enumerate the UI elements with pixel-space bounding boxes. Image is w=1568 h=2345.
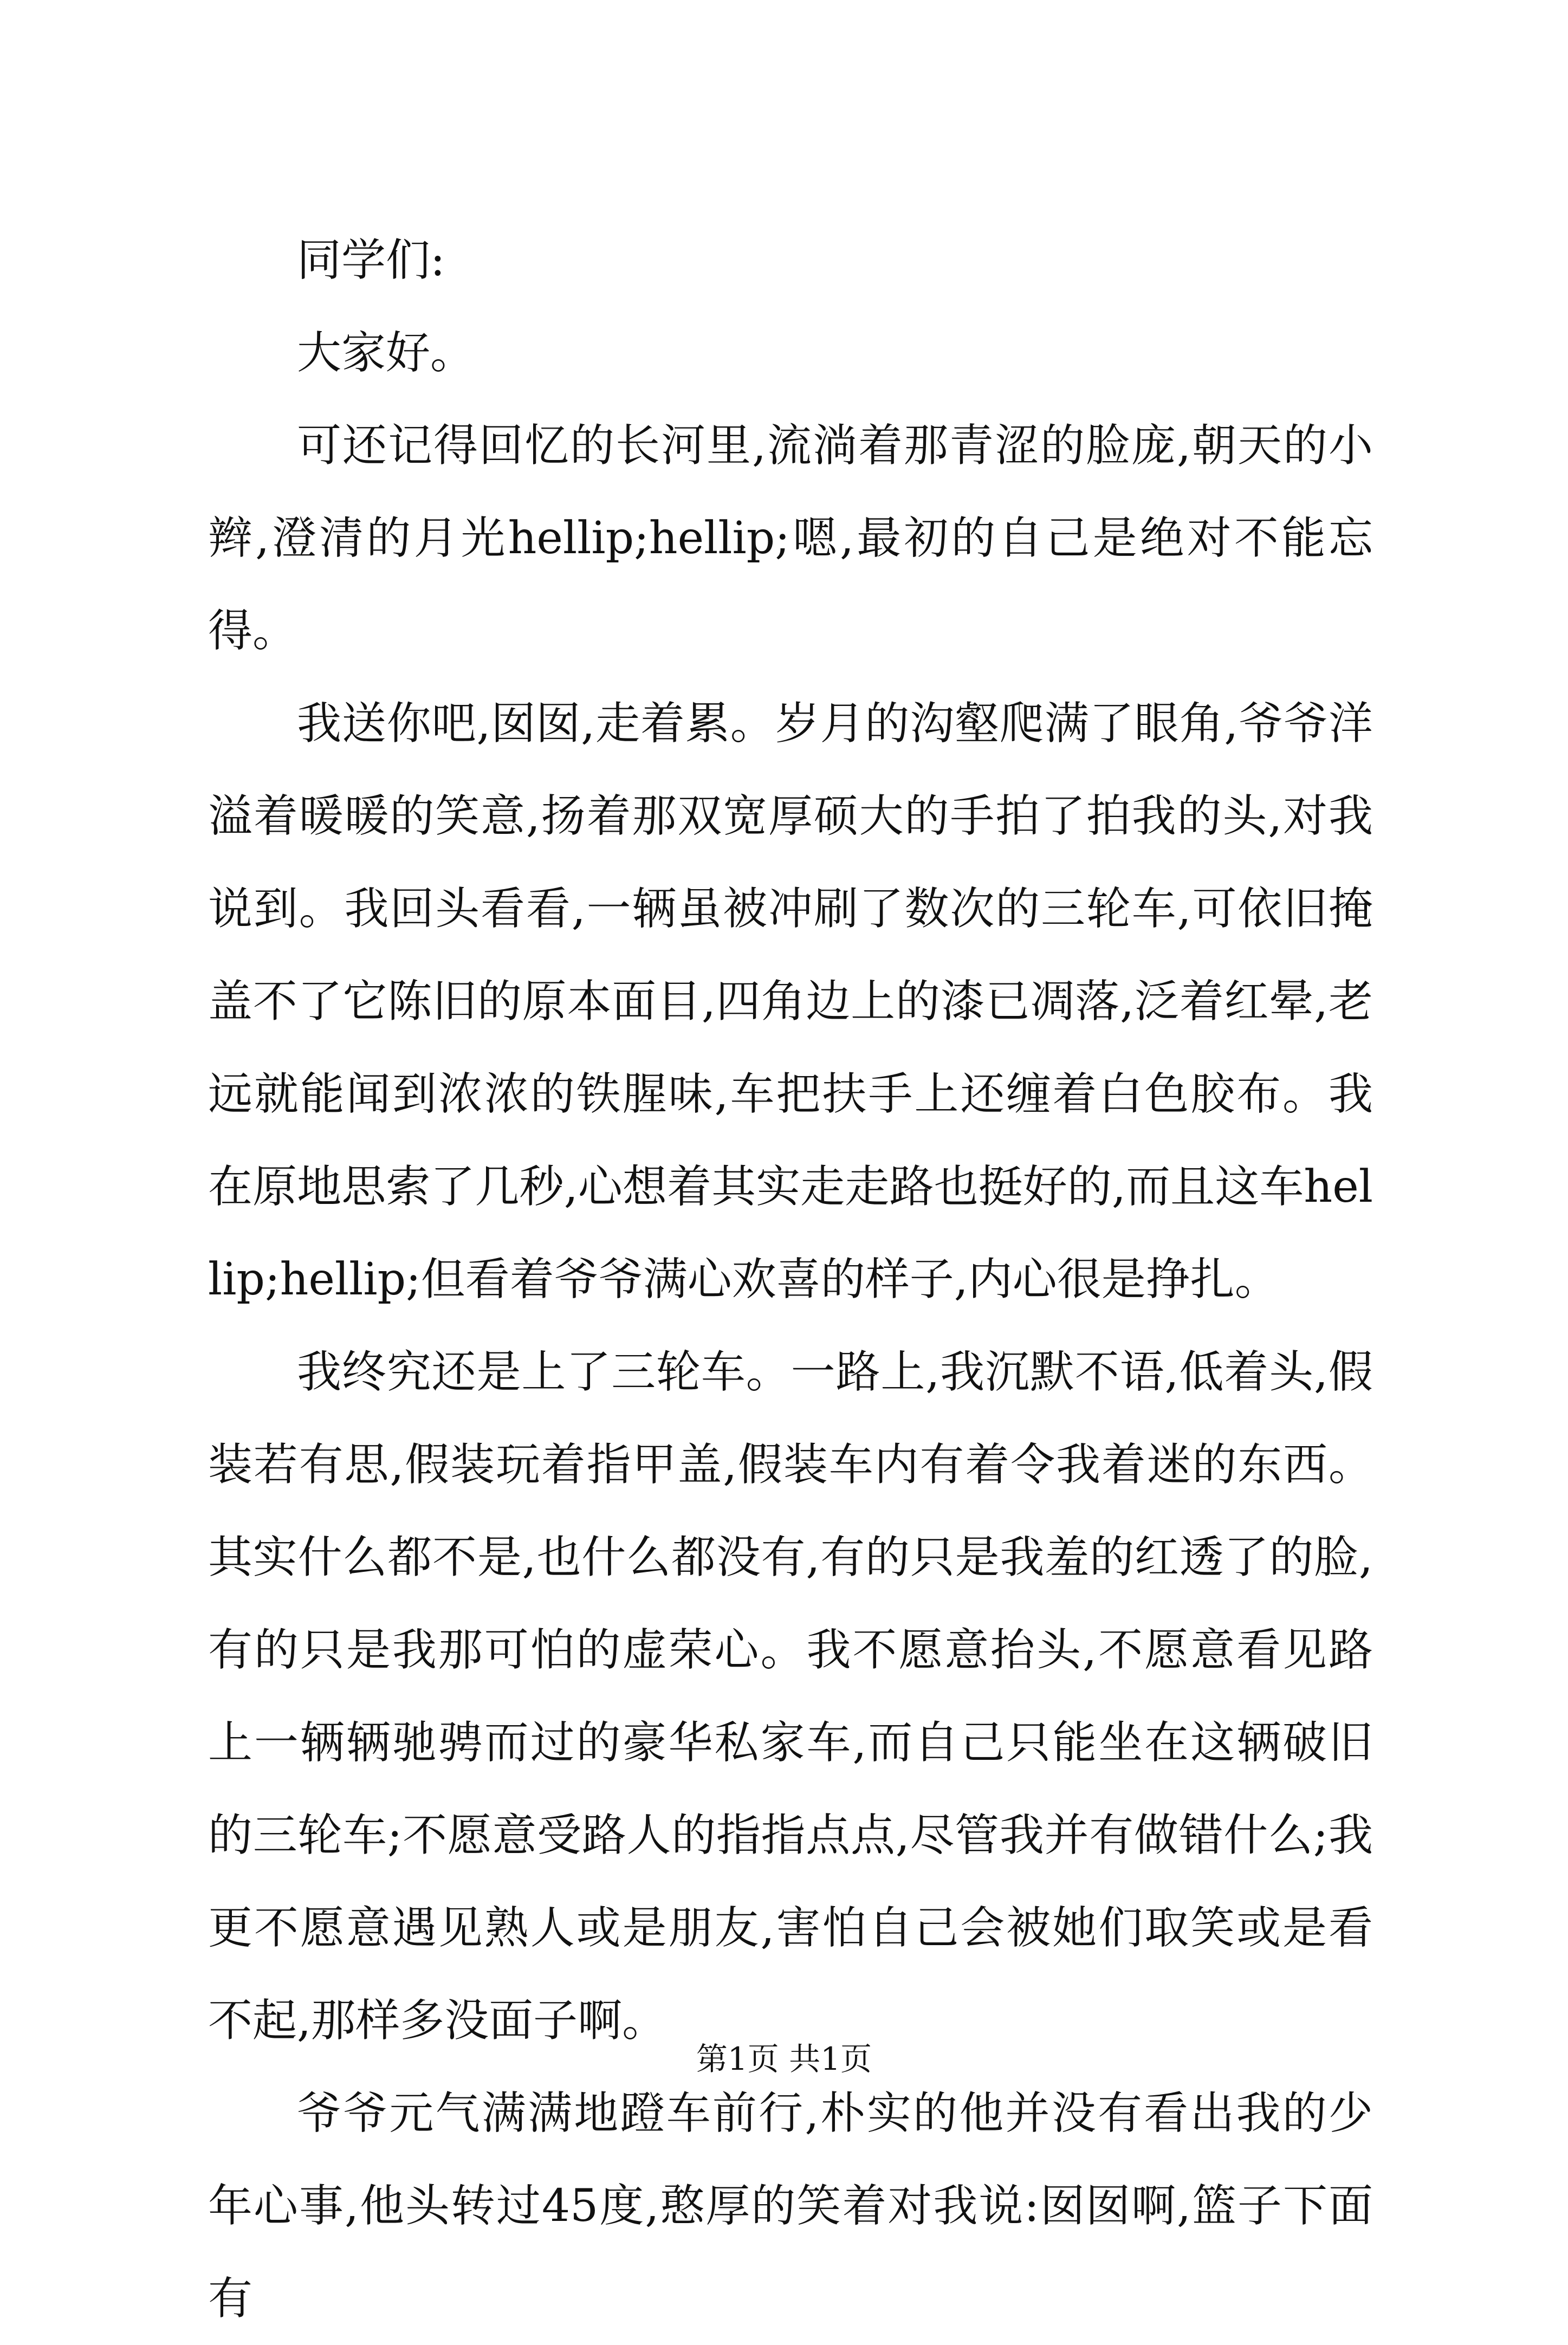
paragraph-grandpa-offer: 我送你吧,囡囡,走着累。岁月的沟壑爬满了眼角,爷爷洋溢着暖暖的笑意,扬着那双宽厚硕大的手拍了拍我的头,对我说到。我回头看看,一辆虽被冲刷了数次的三轮车,可依旧掩盖不了它陈旧的原本面目,四角边上的漆已凋落,泛着红晕,老远就能闻到浓浓的铁腥味,车把扶手上还缠着白色胶布。我在原地思索了几秒,心想着其实走走路也挺好的,而且这车hellip;hellip;但看着爷爷满心欢喜的样子,内心很是挣扎。 [208,698,1373,1305]
page-footer: 第1页 共1页 [696,2040,872,2077]
paragraph-tricycle-ride: 我终究还是上了三轮车。一路上,我沉默不语,低着头,假装若有思,假装玩着指甲盖,假装车内有着令我着迷的东西。其实什么都不是,也什么都没有,有的只是我羞的红透了的脸,有的只是我那可怕的虚荣心。我不愿意抬头,不愿意看见路上一辆辆驰骋而过的豪华私家车,而自己只能坐在这辆破旧的三轮车;不愿意受路人的指指点点,尽管我并有做错什么;我更不愿意遇见熟人或是朋友,害怕自己会被她们取笑或是看不起,那样多没面子啊。 [208,1346,1373,2046]
paragraph-grandpa-pedaling: 爷爷元气满满地蹬车前行,朴实的他并没有看出我的少年心事,他头转过45度,憨厚的笑着对我说:囡囡啊,篮子下面有 [208,2088,1373,2324]
paragraph-hello: 大家好。 [297,327,475,379]
paragraph-greeting: 同学们: [297,235,445,286]
document-body [208,214,1373,2345]
paragraph-memory: 可还记得回忆的长河里,流淌着那青涩的脸庞,朝天的小辫,澄清的月光hellip;hellip;嗯,最初的自己是绝对不能忘得。 [208,420,1373,657]
